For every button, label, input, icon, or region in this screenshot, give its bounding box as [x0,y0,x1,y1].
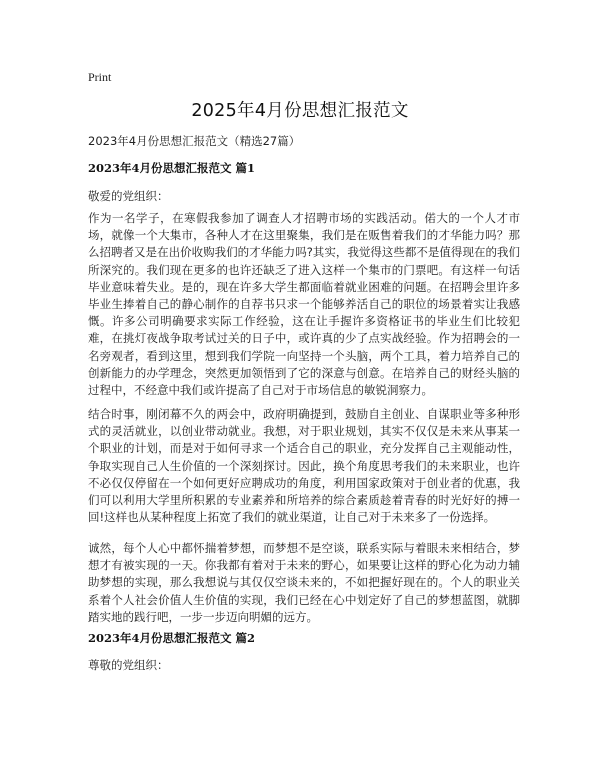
paragraph-2: 结合时事，刚闭幕不久的两会中，政府明确提到，鼓励自主创业、自谋职业等多种形式的灵活就业，以创业带动就业。我想，对于职业规划，其实不仅仅是未来从事某一个职业的计划，而是对于如何寻求一个适合自己的职业，充分发挥自己主观能动性，争取实现自己人生价值的一个深刻探讨。因此，换个角度思考我们的未来职业，也许不必仅仅停留在一个如何更好应聘成功的角度，利用国家政策对于创业者的优惠，我们可以利用大学里所积累的专业素养和所培养的综合素质趁着青春的时光好好的搏一回!这样也从某种程度上拓宽了我们的就业渠道，让自己对于未来多了一份选择。 [88,407,520,525]
section-heading-2: 2023年4月份思想汇报范文 篇2 [88,631,256,645]
document-title: 2025年4月份思想汇报范文 [191,101,409,121]
salutation-1: 敬爱的党组织： [88,189,169,203]
section-heading-1: 2023年4月份思想汇报范文 篇1 [88,161,256,175]
document-subtitle: 2023年4月份思想汇报范文（精选27篇） [88,134,301,148]
paragraph-3: 诚然，每个人心中都怀揣着梦想，而梦想不是空谈，联系实际与着眼未来相结合，梦想才有被实现的一天。你我都有着对于未来的野心，如果要让这样的野心化为动力辅助梦想的实现，那么我想说与其仅仅空谈未来的，不如把握好现在的。个人的职业关系着个人社会价值人生价值的实现，我们已经在心中划定好了自己的梦想蓝图，就脚踏实地的践行吧，一步一步迈向明媚的远方。 [88,541,520,624]
paragraph-1: 作为一名学子，在寒假我参加了调查人才招聘市场的实践活动。偌大的一个人才市场，就像一个大集市，各种人才在这里聚集，我们是在贩售着我们的才华能力吗？那么招聘者又是在出价收购我们的才华能力吗?其实，我觉得这些都不是值得现在的我们所深究的。我们现在更多的也许还缺乏了进入这样一个集市的门票吧。有这样一句话毕业意味着失业。是的，现在许多大学生都面临着就业困难的问题。在招聘会里许多毕业生捧着自己的静心制作的自荐书只求一个能够养活自己的职位的场景着实让我感慨。许多公司明确要求实际工作经验，这在让手握许多资格证书的毕业生们比较犯难，在挑灯夜战争取考试过关的日子中，或许真的少了点实战经验。作为招聘会的一名旁观者，看到这里，想到我们学院一向坚持一个头脑，两个工具，着力培养自己的创新能力的办学理念，突然更加领悟到了它的深意与创意。在培养自己的财经头脑的过程中，不经意中我们或许提高了自己对于市场信息的敏锐洞察力。 [88,211,520,398]
print-link[interactable]: Print [88,70,112,84]
salutation-2: 尊敬的党组织： [88,658,169,672]
